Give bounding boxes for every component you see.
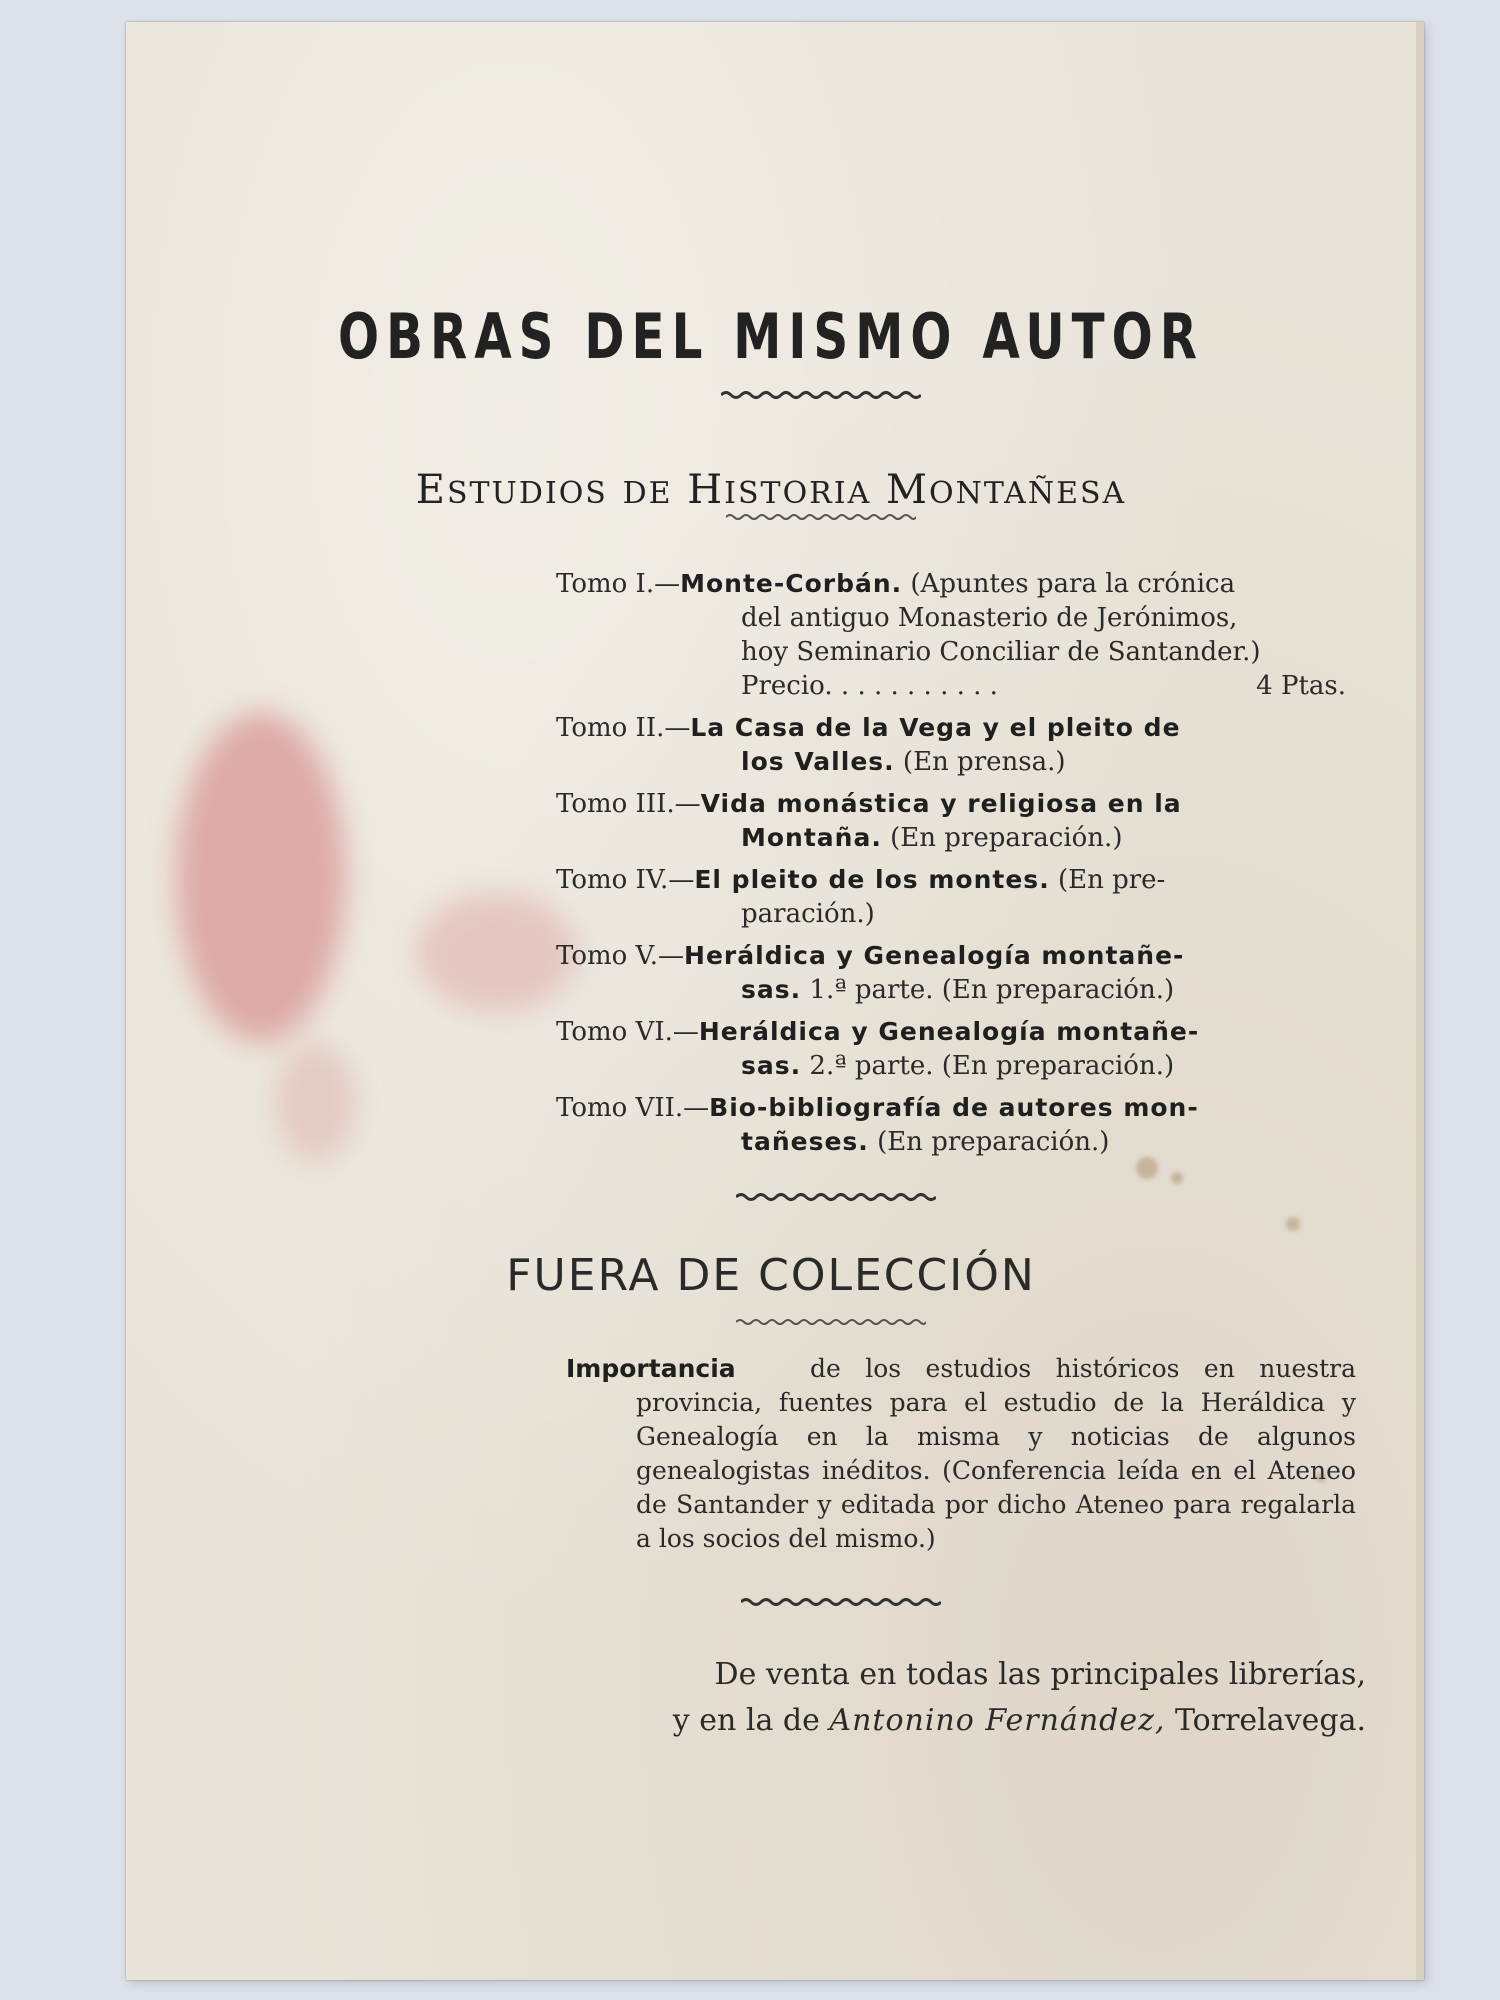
book-back-cover [126,22,1424,1980]
volume-title: La Casa de la Vega y el pleito de [690,713,1181,742]
list-item: Tomo III.—Vida monástica y religiosa en la Montaña. (En preparación.) [556,789,1182,853]
list-item: Tomo IV.—El pleito de los montes. (En pre- paración.) [556,865,1166,929]
foxing-spot [1286,1217,1300,1231]
red-stain [416,892,576,1012]
red-stain [276,1042,356,1162]
volume-title: Heráldica y Genealogía montañe- [684,941,1185,970]
volume-title: Heráldica y Genealogía montañe- [698,1017,1200,1046]
volume-title: Monte-Corbán. [680,569,903,598]
ornamental-rule [736,1317,926,1327]
page-heading: OBRAS DEL MISMO AUTOR [337,300,1205,373]
sales-note: De venta en todas las principales librerías, y en la de Antonino Fernández, Torrelavega. [672,1657,1366,1738]
series-word: HISTORIA [687,467,872,513]
ornamental-rule [726,512,916,522]
red-stain [176,712,346,1042]
series-word: MONTAÑESA [886,467,1127,513]
volume-title: El pleito de los montes. [694,865,1050,894]
item-title: Importancia [566,1354,736,1383]
list-item: Tomo VI.—Heráldica y Genealogía montañe- sas. 2.ª parte. (En preparación.) [556,1017,1200,1081]
series-title [126,467,1416,513]
price-line: Precio. . . . . . . . . . . 4 Ptas. [741,671,1346,701]
foxing-spot [1171,1172,1183,1184]
list-item: Tomo II.—La Casa de la Vega y el pleito de los Valles. (En prensa.) [556,713,1181,777]
list-item: Tomo I.—Monte-Corbán. (Apuntes para la crónica del antiguo Monasterio de Jerónimos, hoy Seminario Conciliar de Santander.) Precio. . . . . . . . . . . 4 Ptas. [556,569,1346,701]
conference-description: Importancia de los estudios históricos en nuestra provincia, fuentes para el estudio de la Heráldica y Genealogía en la misma y noticias de algunos genealogistas inéditos. (Conferencia leída en el Ateneo de Santander y editada por dicho Ateneo para regalarla a los socios del mismo.) [566,1354,1356,1553]
ornamental-rule [721,388,921,402]
list-item: Tomo VII.—Bio-bibliografía de autores mon- tañeses. (En preparación.) [556,1093,1199,1157]
ornamental-rule [736,1190,936,1204]
volume-list [556,567,1346,1167]
list-item: Tomo V.—Heráldica y Genealogía montañe- sas. 1.ª parte. (En preparación.) [556,941,1185,1005]
bookseller-name: Antonino Fernández, [829,1703,1166,1738]
series-word: DE [622,476,673,511]
volume-title: Bio-bibliografía de autores mon- [709,1093,1199,1122]
series-word: ESTUDIOS [415,467,608,513]
ornamental-rule [741,1595,941,1609]
volume-title: Vida monástica y religiosa en la [700,789,1182,818]
section-title: FUERA DE COLECCIÓN [506,1250,1036,1301]
